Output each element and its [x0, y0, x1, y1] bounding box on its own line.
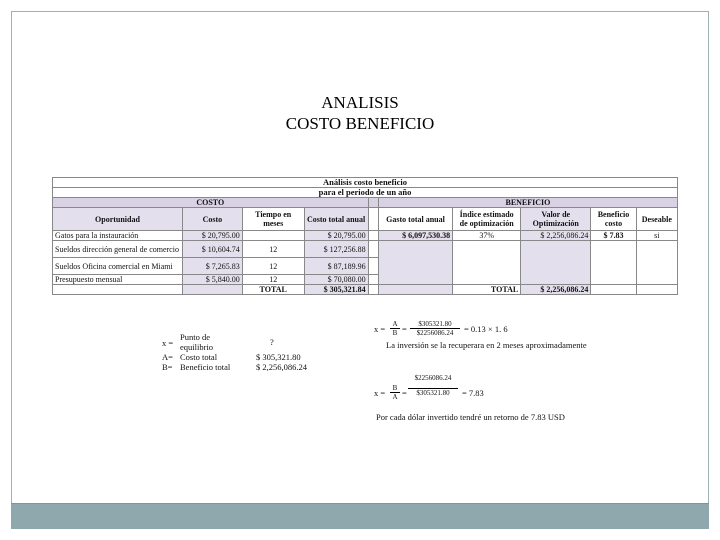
- section-costo: COSTO: [53, 198, 369, 208]
- slide-title-line2: COSTO BENEFICIO: [285, 114, 435, 133]
- section-spacer: [368, 198, 378, 208]
- table-total-row: [53, 285, 678, 295]
- table-row: [53, 241, 678, 258]
- col-tiempo: Tiempo en meses: [242, 208, 304, 231]
- fraction-ba: $\frac{B}{A}$: [390, 384, 400, 401]
- col-costo: Costo: [182, 208, 242, 231]
- left-calc: [160, 332, 320, 372]
- cell-bc-empty: [591, 241, 636, 285]
- col-beneficio-costo: Beneficio costo: [591, 208, 636, 231]
- b-label: B=: [162, 362, 173, 372]
- cell-valor: $ 2,256,086.24: [521, 231, 591, 241]
- b-value: $ 2,256,086.24: [256, 362, 307, 372]
- cell-costo-total: $ 70,080.00: [304, 275, 368, 285]
- cell-deseable-empty: [636, 241, 677, 285]
- right-calc-1: [372, 318, 652, 352]
- total-label-beneficio: TOTAL: [453, 285, 521, 295]
- cell-costo-total: $ 20,795.00: [304, 231, 368, 241]
- slide-footer-bar: [11, 503, 709, 529]
- cell-costo: $ 7,265.83: [182, 258, 242, 275]
- section-beneficio: BENEFICIO: [378, 198, 677, 208]
- cell-tiempo: 12: [242, 241, 304, 258]
- col-costo-total-anual: Costo total anual: [304, 208, 368, 231]
- cell-costo: $ 10,604.74: [182, 241, 242, 258]
- question-mark: ?: [270, 337, 274, 347]
- cell-indice-empty: [453, 241, 521, 285]
- return-sentence: Por cada dólar invertido tendré un retorno de 7.83 USD: [376, 412, 565, 422]
- cell-gasto-empty: [378, 241, 452, 285]
- cell-valor-empty: [521, 241, 591, 285]
- table-heading-1: Análisis costo beneficio: [53, 178, 678, 188]
- cell-tiempo: 12: [242, 258, 304, 275]
- total-valor: $ 2,256,086.24: [521, 285, 591, 295]
- table-row: [53, 231, 678, 241]
- recovery-sentence: La inversión se la recuperara en 2 meses aproximadamente: [386, 340, 587, 350]
- cell-deseable: si: [636, 231, 677, 241]
- slide-title-line1: ANALISIS: [321, 93, 399, 112]
- fraction-values: $\frac{\$2256086.24}{\$305321.80}$: [408, 374, 458, 397]
- total-label: TOTAL: [242, 285, 304, 295]
- col-indice: Índice estimado de optimización: [453, 208, 521, 231]
- a-text: Costo total: [180, 352, 218, 362]
- a-value: $ 305,321.80: [256, 352, 301, 362]
- cell-oportunidad: Gatos para la instauración: [53, 231, 183, 241]
- cell-gasto: $ 6,097,530.38: [378, 231, 452, 241]
- table-heading-2: para el periodo de un año: [53, 188, 678, 198]
- col-spacer: [368, 208, 378, 231]
- col-valor: Valor de Optimización: [521, 208, 591, 231]
- col-deseable: Deseable: [636, 208, 677, 231]
- result: = 7.83: [462, 388, 484, 398]
- equals: =: [402, 388, 407, 398]
- fraction-ab: $\frac{A}{B}$: [390, 320, 400, 337]
- cell-costo-total: $ 127,256.88: [304, 241, 368, 258]
- cell-tiempo: 12: [242, 275, 304, 285]
- x-eq: x =: [374, 388, 386, 398]
- cell-indice: 37%: [453, 231, 521, 241]
- b-text: Beneficio total: [180, 362, 231, 372]
- cell-tiempo: [242, 231, 304, 241]
- cell-bc: $ 7.83: [591, 231, 636, 241]
- punto-line2: equilibrio: [180, 342, 214, 352]
- right-calc-2: [372, 374, 652, 424]
- cell-costo-total: $ 87,189.96: [304, 258, 368, 275]
- cell-oportunidad: Presupuesto mensual: [53, 275, 183, 285]
- cell-costo: $ 5,840.00: [182, 275, 242, 285]
- total-costo: $ 305,321.84: [304, 285, 368, 295]
- x-eq: x =: [374, 324, 386, 334]
- fraction-values: $\frac{\$305321.80}{\$2256086.24}$: [410, 320, 460, 337]
- cell-oportunidad: Sueldos dirección general de comercio: [53, 241, 183, 258]
- cell-oportunidad: Sueldos Oficina comercial en Miami: [53, 258, 183, 275]
- cell-costo: $ 20,795.00: [182, 231, 242, 241]
- cell-spacer: [368, 231, 378, 241]
- a-label: A=: [162, 352, 173, 362]
- result: = 0.13 × 1. 6: [464, 324, 508, 334]
- punto-line1: Punto de: [180, 332, 210, 342]
- col-gasto-total-anual: Gasto total anual: [378, 208, 452, 231]
- cost-benefit-table: [52, 177, 678, 295]
- equals: =: [402, 324, 407, 334]
- col-oportunidad: Oportunidad: [53, 208, 183, 231]
- x-label: x =: [162, 338, 174, 348]
